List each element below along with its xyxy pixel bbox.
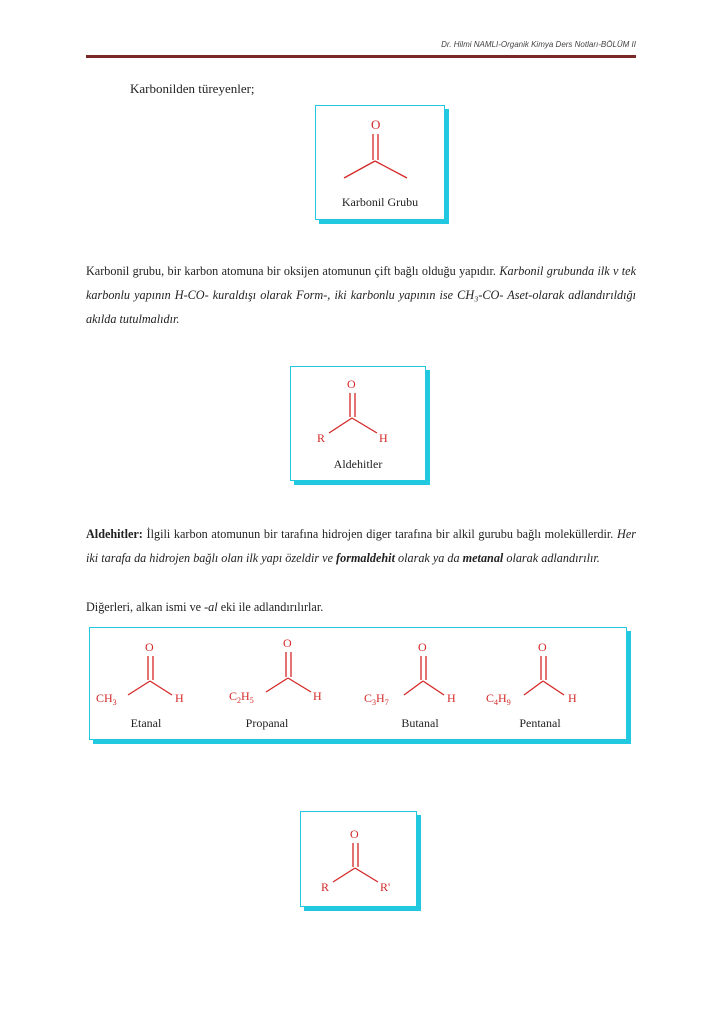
oxygen-label: O: [283, 636, 292, 650]
aldehydes-normal: İlgili karbon atomunun bir tarafına hidrojen diger tarafına bir alkil gurubu bağlı moleküllerdir.: [142, 527, 618, 541]
ketone-box: [300, 811, 417, 907]
oxygen-label: O: [145, 640, 154, 654]
bond-right: [288, 678, 311, 692]
etanal-structure: [90, 628, 210, 718]
naming-rule-line: [86, 600, 323, 615]
carbonyl-group-box: [315, 105, 445, 220]
bond-left: [266, 678, 288, 692]
aldehyde-structure: [291, 367, 425, 457]
oxygen-label: O: [418, 640, 427, 654]
etanal-name: Etanal: [130, 716, 162, 730]
h-label: H: [379, 431, 388, 445]
aldehydes-italic-1: Her iki tarafa da hidrojen bağlı olan ilk yapı özeldir ve: [86, 527, 636, 565]
etanal-group-label: $CH_3$: [96, 691, 117, 707]
oxygen-label: O: [371, 117, 381, 132]
carbonyl-caption: Karbonil Grubu: [341, 195, 419, 209]
h-label: H: [175, 691, 184, 705]
r-prime-label: R': [380, 880, 391, 894]
ketone-structure: [301, 812, 416, 906]
bond-r-prime: [355, 868, 378, 882]
r-label: R: [317, 431, 326, 445]
carbonyl-structure: [316, 106, 444, 196]
propanal-group-label: $C_2H_5$: [229, 689, 254, 705]
paragraph-aldehydes: [86, 522, 636, 570]
h-label: H: [568, 691, 577, 705]
pentanal-group-label: $C_4H_9$: [486, 691, 511, 707]
formaldehit-term: formaldehit: [336, 551, 395, 565]
paragraph-carbonyl: [86, 259, 636, 331]
aldehyde-examples-box: [89, 627, 627, 740]
pentanal-structure: [482, 628, 612, 718]
intro-text: Karbonilden türeyenler;: [130, 81, 255, 96]
bond-h: [352, 418, 377, 433]
page-header: Dr. Hilmi NAMLI-Organik Kimya Ders Notları-BÖLÜM II: [441, 40, 636, 49]
aldehydes-italic-2: olarak ya da: [394, 551, 463, 565]
metanal-term: metanal: [462, 551, 504, 565]
r-label: R: [321, 880, 330, 894]
butanal-name: Butanal: [401, 716, 439, 730]
propanal-structure: [225, 628, 355, 718]
butanal-structure: [358, 628, 488, 718]
bond-r: [333, 868, 355, 882]
bond-right: [375, 161, 407, 178]
bond-left: [128, 681, 150, 695]
naming-rule-suffix-term: -al: [204, 600, 218, 614]
bond-right: [423, 681, 444, 695]
naming-rule-suffix: eki ile adlandırılırlar.: [217, 600, 324, 614]
bond-left: [404, 681, 423, 695]
propanal-name: Propanal: [245, 716, 289, 730]
paragraph-carbonyl-normal: Karbonil grubu, bir karbon atomuna bir oksijen atomunun çift bağlı olduğu yapıdır.: [86, 264, 500, 278]
bond-r: [329, 418, 352, 433]
butanal-group-label: $C_3H_7$: [364, 691, 389, 707]
header-rule: [86, 55, 636, 58]
bond-left: [344, 161, 375, 178]
bond-right: [543, 681, 564, 695]
aldehyde-caption: Aldehitler: [333, 457, 383, 471]
paragraph-carbonyl-italic: Karbonil grubunda ilk v tek karbonlu yapının H-CO- kuraldışı olarak Form-, iki karbonlu yapının ise CH₃-CO- Aset-olarak adlandırıldığı akılda tutulmalıdır.: [86, 264, 637, 326]
bond-left: [524, 681, 543, 695]
oxygen-label: O: [347, 377, 356, 391]
naming-rule-prefix: Diğerleri, alkan ismi ve: [86, 600, 205, 614]
pentanal-name: Pentanal: [519, 716, 561, 730]
bond-right: [150, 681, 172, 695]
aldehydes-label: Aldehitler:: [86, 527, 143, 541]
oxygen-label: O: [350, 827, 359, 841]
oxygen-label: O: [538, 640, 547, 654]
h-label: H: [313, 689, 322, 703]
h-label: H: [447, 691, 456, 705]
aldehydes-italic-3: olarak adlandırılır.: [503, 551, 600, 565]
aldehyde-box: [290, 366, 426, 481]
